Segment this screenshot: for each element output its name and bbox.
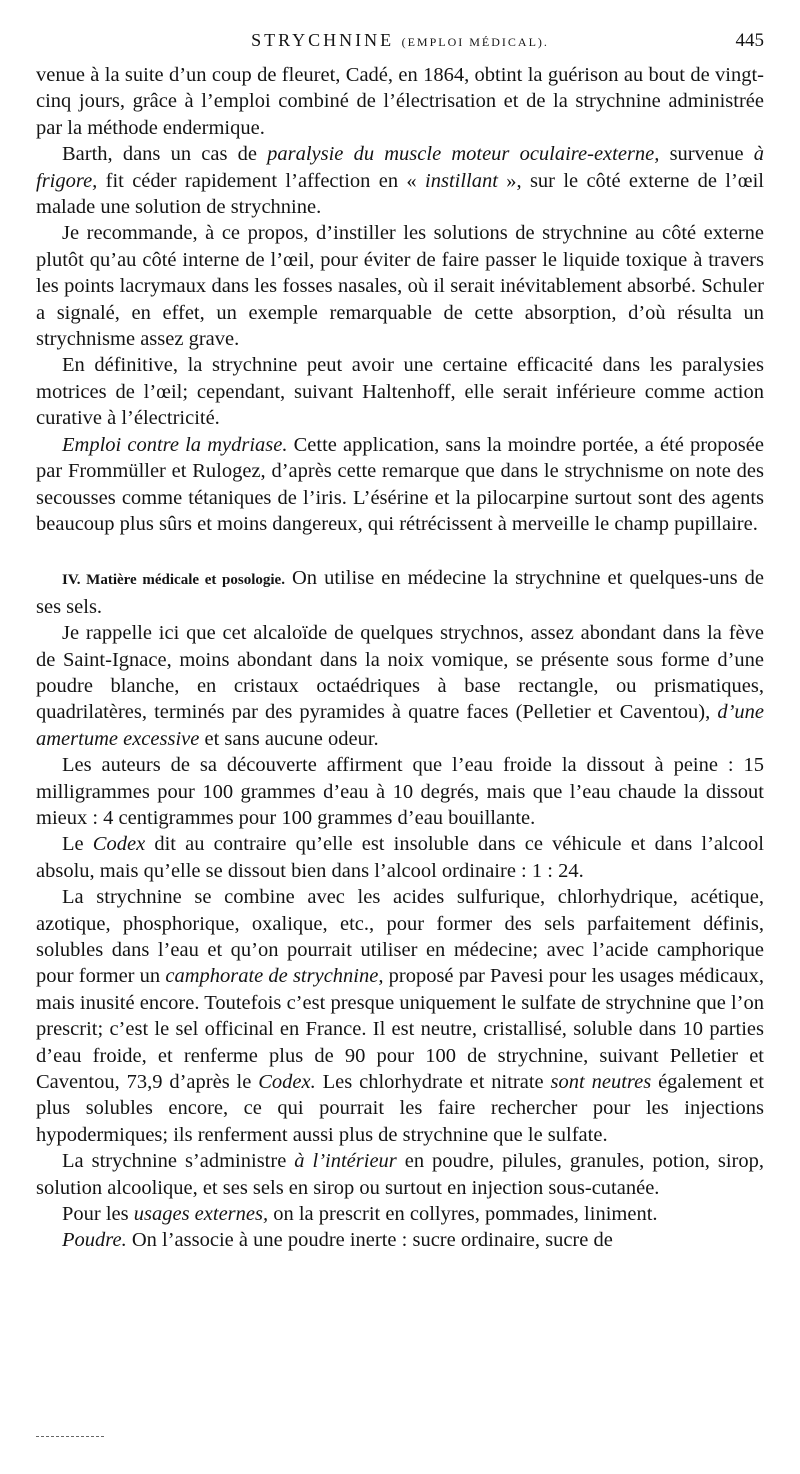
paragraph	[36, 1227, 764, 1253]
paragraph	[36, 432, 764, 538]
section-label: IV.	[62, 572, 87, 589]
italic-text: à frigore,	[36, 143, 764, 192]
italic-text: Codex.	[258, 1071, 316, 1094]
italic-text: instillant	[425, 169, 498, 192]
section-label: Matière médicale et posologie.	[86, 572, 285, 589]
body-text	[36, 62, 764, 1254]
footer-rule	[36, 1436, 104, 1437]
text-run: Je recommande, à ce propos, d’instiller les solutions de strychnine au côté externe plutôt qu’au côté interne de l’œil, pour éviter de faire passer le liquide toxique à travers les points lacrymaux dans les fosses nasales, où il serait inévitablement absorbé. Schuler a signalé, en effet, un exemple remarquable de cette absorption, d’où résulta un strychnisme assez grave.	[36, 222, 764, 351]
text-run: On utilise en médecine la strychnine et quelques-uns de ses sels.	[36, 567, 764, 618]
italic-text: sont neutres	[550, 1071, 652, 1094]
text-run: venue à la suite d’un coup de fleuret, Cadé, en 1864, obtint la guérison au bout de vingt-cinq jours, grâce à l’emploi combiné de l’électrisation et de la strychnine administrée par la méthode endermique.	[36, 64, 764, 139]
italic-text: usages externes,	[133, 1203, 269, 1226]
paragraph	[36, 752, 764, 831]
running-title	[36, 30, 764, 51]
paragraph	[36, 352, 764, 431]
italic-text: d’une amertume excessive	[36, 701, 764, 750]
paragraph	[36, 884, 764, 1148]
text-run: Cette application, sans la moindre portée, a été proposée par Frommüller et Rulogez, d’après cette remarque que dans le strychnisme on note des secousses comme tétaniques de l’iris. L’ésérine et la pilocarpine surtout sont des agents beaucoup plus sûrs et moins dangereux, qui rétrécissent à merveille le champ pupillaire.	[36, 433, 764, 535]
text-run: Les chlorhydrate et nitrate	[315, 1071, 551, 1094]
text-run: proposé par Pavesi pour les usages médicaux, mais inusité encore. Toutefois c’est presque uniquement le sulfate de strychnine que l’on prescrit; c’est le sel officinal en France. Il est neutre, cristallisé, soluble dans 10 parties d’eau froide, et renferme plus de 90 pour 100 de strychnine, suivant Pelletier et Caventou, 73,9 d’après le	[36, 965, 765, 1094]
text-run: également et plus solubles encore, ce qui pourrait les faire rechercher pour les injections hypodermiques; ils renferment aussi plus de strychnine que le sulfate.	[36, 1071, 764, 1146]
text-run: En définitive, la strychnine peut avoir une certaine efficacité dans les paralysies motrices de l’œil; cependant, suivant Haltenhoff, elle serait inférieure comme action curative à l’électricité.	[36, 354, 764, 430]
paragraph	[36, 831, 764, 884]
paragraph	[36, 1148, 764, 1201]
text-run: Barth, dans un cas de	[62, 143, 268, 166]
text-run: survenue	[659, 143, 754, 166]
text-run: On l’associe à une poudre inerte : sucre ordinaire, sucre de	[126, 1229, 613, 1252]
text-run: fit céder rapidement l’affection en «	[97, 169, 426, 192]
italic-text: camphorate de strychnine,	[165, 965, 384, 988]
text-run: La strychnine s’administre	[62, 1150, 295, 1173]
text-run: on la prescrit en collyres, pommades, liniment.	[268, 1203, 658, 1226]
italic-text: Codex	[92, 833, 146, 856]
section-heading-paragraph	[36, 565, 764, 620]
text-run: La strychnine se combine avec les acides sulfurique, chlorhydrique, acétique, azotique, phosphorique, oxalique, etc., pour former des sels parfaitement définis, solubles dans l’eau et qu’on pourrait utiliser en médecine; avec l’acide camphorique pour former un	[36, 886, 764, 988]
text-run: Pour les	[62, 1203, 134, 1226]
paragraph	[36, 62, 764, 141]
running-header	[36, 26, 764, 56]
paragraph	[36, 620, 764, 752]
running-title-sub: (EMPLOI MÉDICAL).	[401, 35, 549, 49]
text-run: dit au contraire qu’elle est insoluble dans ce véhicule et dans l’alcool absolu, mais qu’elle se dissout bien dans l’alcool ordinaire : 1 : 24.	[36, 833, 764, 882]
text-run: en poudre, pilules, granules, potion, sirop, solution alcoolique, et ses sels en sirop ou surtout en injection sous-cutanée.	[36, 1150, 764, 1199]
paragraph	[36, 1201, 764, 1227]
italic-text: à l’intérieur	[294, 1150, 397, 1173]
paragraph	[36, 141, 764, 220]
italic-text: Poudre.	[62, 1229, 127, 1252]
text-run: Je rappelle ici que cet alcaloïde de quelques strychnos, assez abondant dans la fève de Saint-Ignace, moins abondant dans la noix vomique, se présente sous forme d’une poudre blanche, en cristaux octaédriques à base rectangle, ou prismatiques, quadrilatères, terminés par des pyramides à quatre faces (Pelletier et Caventou),	[36, 622, 764, 724]
paragraph	[36, 220, 764, 352]
text-run: », sur le côté externe de l’œil malade une solution de strychnine.	[36, 169, 764, 219]
text-run: et sans aucune odeur.	[199, 727, 379, 750]
text-run: Les auteurs de sa découverte affirment que l’eau froide la dissout à peine : 15 milligrammes pour 100 grammes d’eau à 10 degrés, mais que l’eau chaude la dissout mieux : 4 centigrammes pour 100 grammes d’eau bouillante.	[36, 754, 764, 829]
italic-text: paralysie du muscle moteur oculaire-externe,	[267, 143, 660, 166]
italic-text: Emploi contre la mydriase.	[62, 433, 288, 456]
running-title-main: STRYCHNINE	[251, 30, 395, 50]
page-number: 445	[735, 30, 764, 51]
text-run: Le	[62, 833, 93, 856]
